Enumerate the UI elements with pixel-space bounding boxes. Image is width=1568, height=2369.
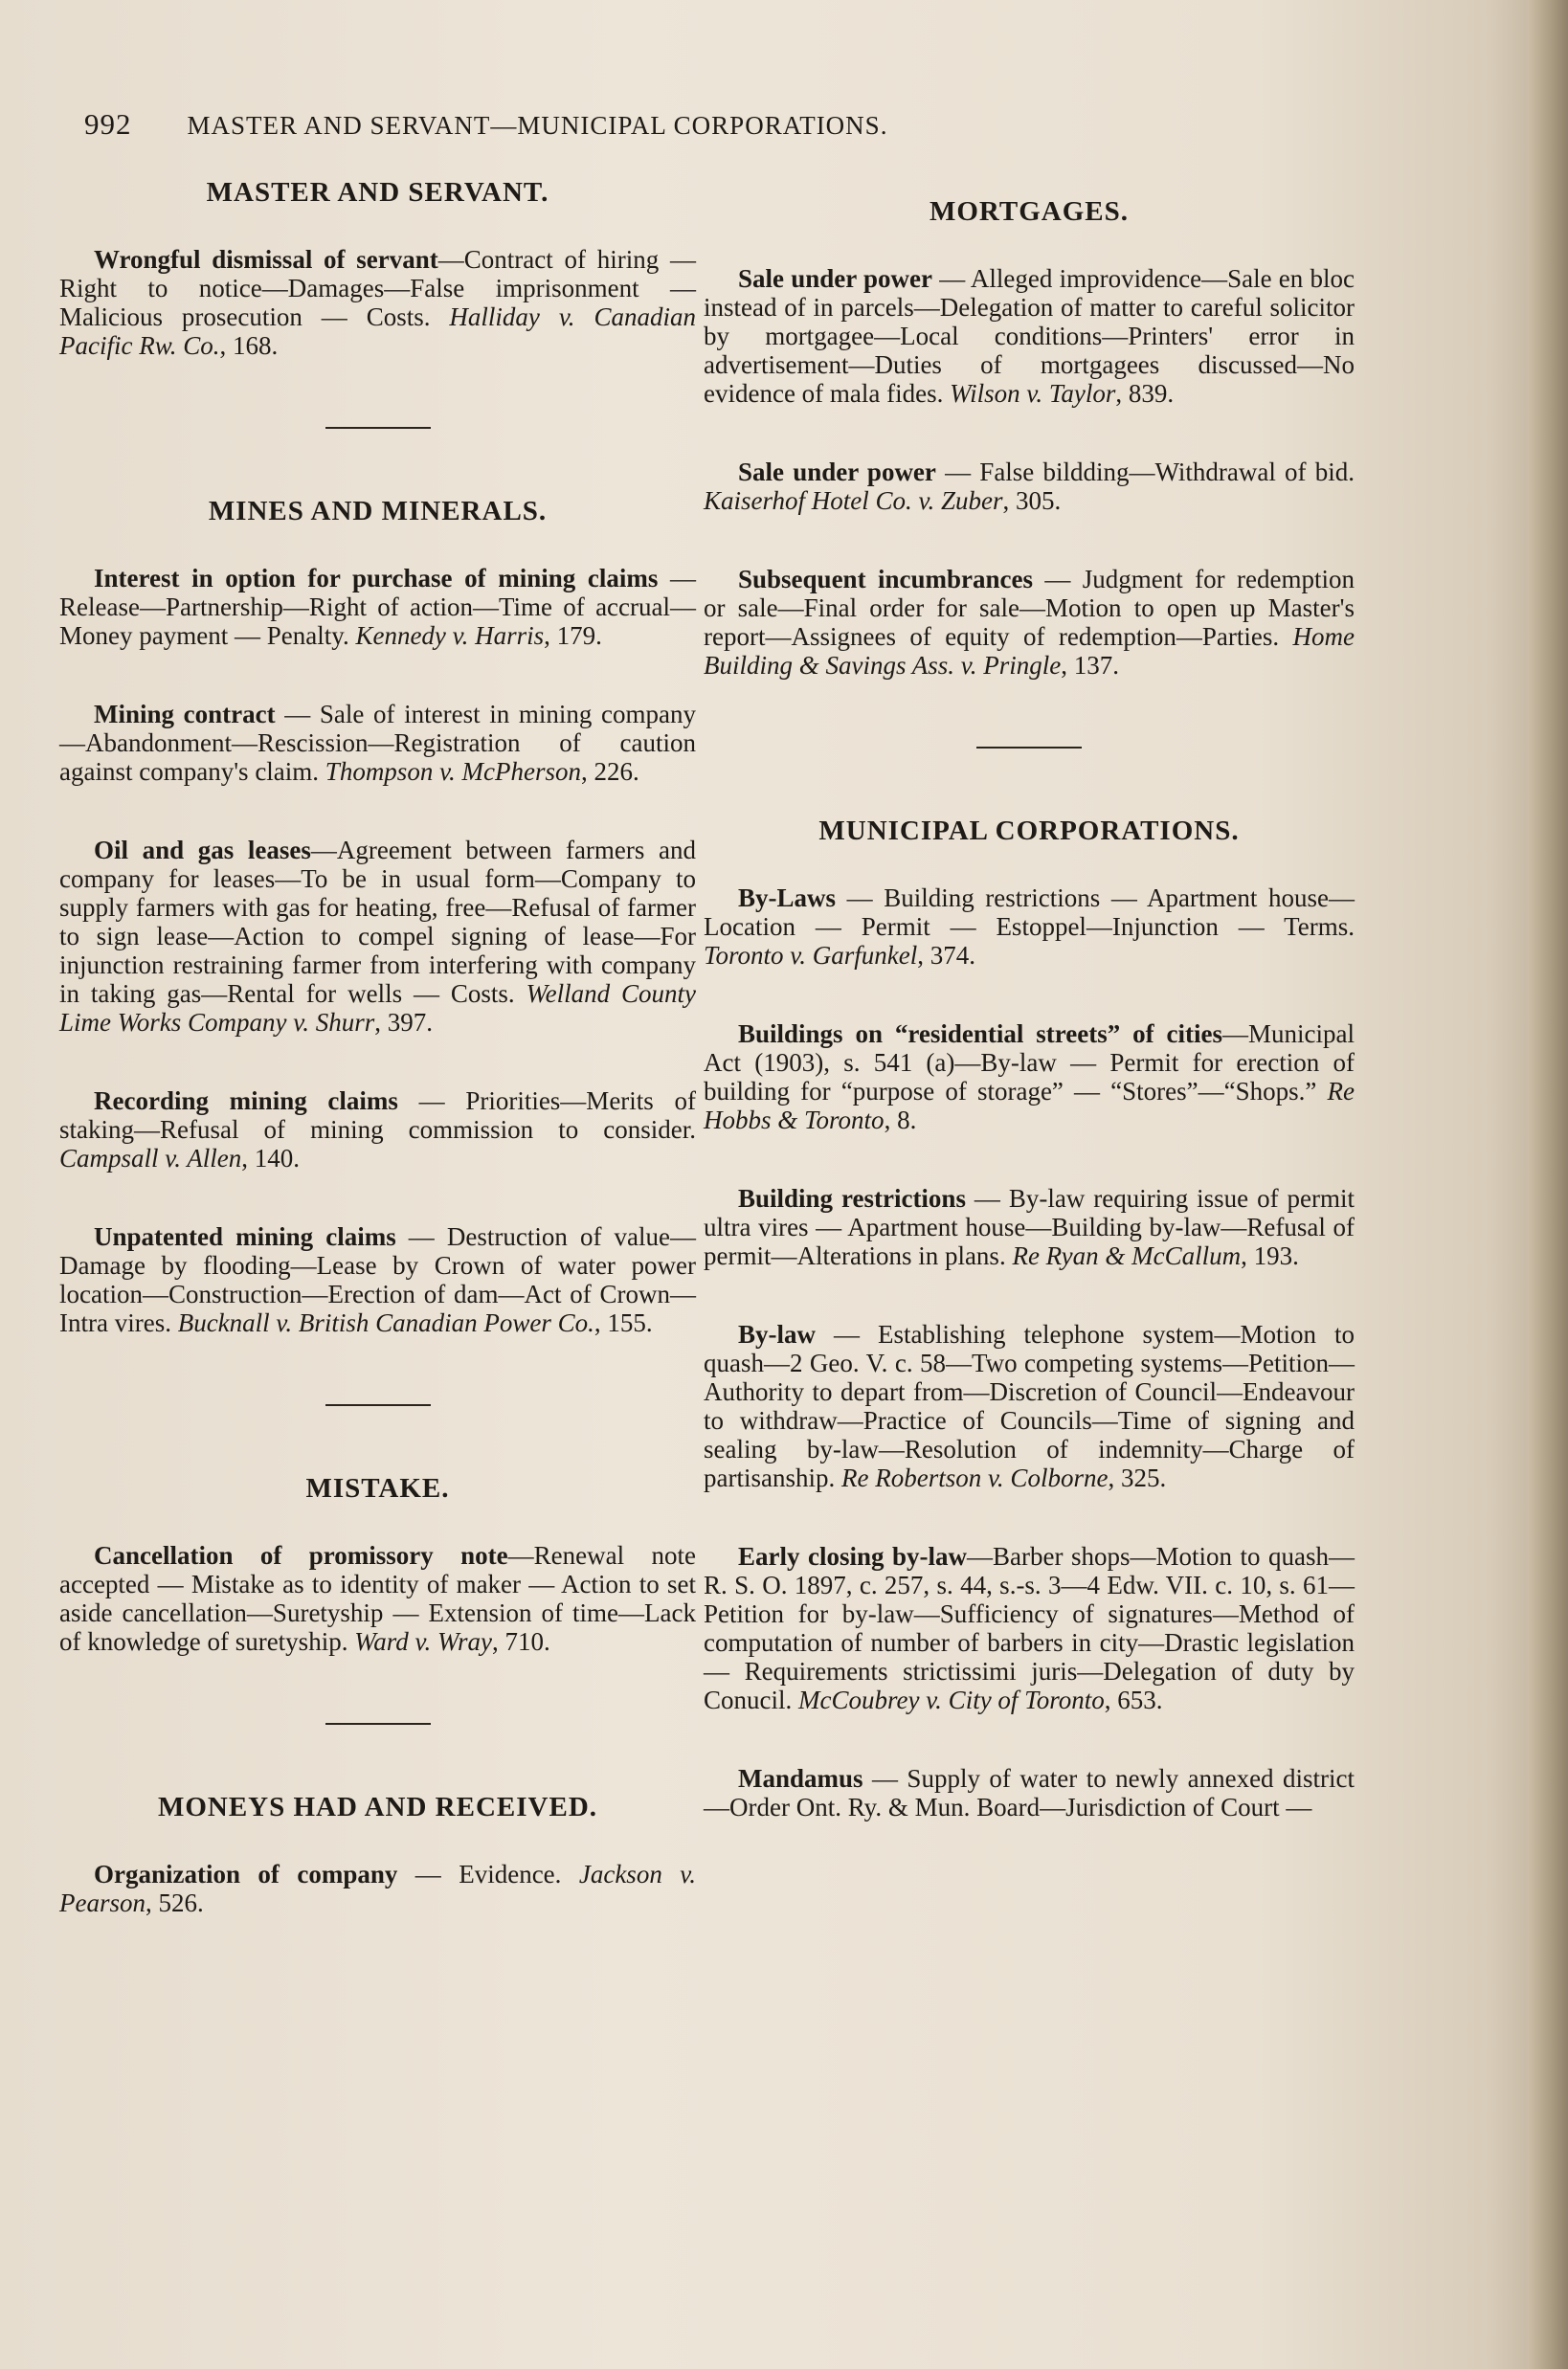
index-entry: Organization of company — Evidence. Jackson v. Pearson, 526. [59, 1860, 696, 1917]
index-entry: Sale under power — Alleged improvidence—Sale en bloc instead of in parcels—Delegation of matter to careful solicitor by mortgagee—Local conditions—Printers' error in advertisement—Duties of mortgagees discussed—No evidence of mala fides. Wilson v. Taylor, 839. [704, 264, 1355, 408]
index-entry: By-Laws — Building restrictions — Apartment house—Location — Permit — Estoppel—Injunction — Terms. Toronto v. Garfunkel, 374. [704, 883, 1355, 970]
page-number: 992 [84, 107, 132, 141]
page-fold-shadow [1528, 0, 1568, 2369]
running-header [84, 107, 1185, 142]
section-heading: MORTGAGES. [930, 196, 1129, 227]
index-entry: Cancellation of promissory note—Renewal note accepted — Mistake as to identity of maker — Action to set aside cancellation—Suretyship — Extension of time—Lack of knowledge of suretyship. Ward v. Wray, 710. [59, 1541, 696, 1656]
section-heading: MONEYS HAD AND RECEIVED. [157, 1792, 598, 1822]
index-entry: Oil and gas leases—Agreement between farmers and company for leases—To be in usual form—Company to supply farmers with gas for heating, free—Refusal of farmer to sign lease—Action to compel signing of lease—For injunction restraining farmer from interfering with company in taking gas—Rental for wells — Costs. Welland County Lime Works Company v. Shurr, 397. [59, 836, 696, 1037]
right-column [704, 196, 1355, 1821]
index-entry: Interest in option for purchase of mining claims — Release—Partnership—Right of action—Time of accrual—Money payment — Penalty. Kennedy v. Harris, 179. [59, 564, 697, 650]
section-heading: MUNICIPAL CORPORATIONS. [818, 816, 1240, 846]
section-heading: MASTER AND SERVANT. [206, 177, 549, 208]
running-title: MASTER AND SERVANT—MUNICIPAL CORPORATIONS. [187, 111, 888, 140]
index-entry: Wrongful dismissal of servant—Contract of hiring — Right to notice—Damages—False imprisonment — Malicious prosecution — Costs. Halliday v. Canadian Pacific Rw. Co., 168. [59, 245, 696, 360]
left-column [59, 177, 696, 1917]
index-entry: Mandamus — Supply of water to newly annexed district—Order Ont. Ry. & Mun. Board—Jurisdiction of Court — [704, 1764, 1355, 1821]
index-entry: Buildings on “residential streets” of cities—Municipal Act (1903), s. 541 (a)—By-law — Permit for erection of building for “purpose of storage” — “Stores”—“Shops.” Re Hobbs & Toronto, 8. [704, 1019, 1355, 1134]
index-entry: Building restrictions — By-law requiring issue of permit ultra vires — Apartment house—Building by-law—Refusal of permit—Alterations in plans. Re Ryan & McCallum, 193. [704, 1184, 1355, 1270]
index-entry: Mining contract — Sale of interest in mining company—Abandonment—Rescission—Registration of caution against company's claim. Thompson v. McPherson, 226. [59, 700, 696, 786]
index-entry: Subsequent incumbrances — Judgment for redemption or sale—Final order for sale—Motion to open up Master's report—Assignees of equity of redemption—Parties. Home Building & Savings Ass. v. Pringle, 137. [704, 565, 1355, 680]
index-entry: Early closing by-law—Barber shops—Motion to quash—R. S. O. 1897, c. 257, s. 44, s.-s. 3—4 Edw. VII. c. 10, s. 61—Petition for by-law—Sufficiency of signatures—Method of computation of number of barbers in city—Drastic legislation — Requirements strictissimi juris—Delegation of duty by Conucil. McCoubrey v. City of Toronto, 653. [704, 1542, 1355, 1714]
section-heading: MINES AND MINERALS. [208, 496, 548, 526]
index-entry: Sale under power — False bildding—Withdrawal of bid. Kaiserhof Hotel Co. v. Zuber, 305. [704, 458, 1355, 515]
index-entry: Recording mining claims — Priorities—Merits of staking—Refusal of mining commission to consider. Campsall v. Allen, 140. [59, 1086, 696, 1173]
section-heading: MISTAKE. [305, 1473, 450, 1504]
index-entry: By-law — Establishing telephone system—Motion to quash—2 Geo. V. c. 58—Two competing systems—Petition—Authority to depart from—Discretion of Council—Endeavour to withdraw—Practice of Councils—Time of signing and sealing by-law—Resolution of indemnity—Charge of partisanship. Re Robertson v. Colborne, 325. [704, 1320, 1355, 1492]
index-entry: Unpatented mining claims — Destruction of value—Damage by flooding—Lease by Crown of water power location—Construction—Erection of dam—Act of Crown—Intra vires. Bucknall v. British Canadian Power Co., 155. [59, 1222, 696, 1337]
